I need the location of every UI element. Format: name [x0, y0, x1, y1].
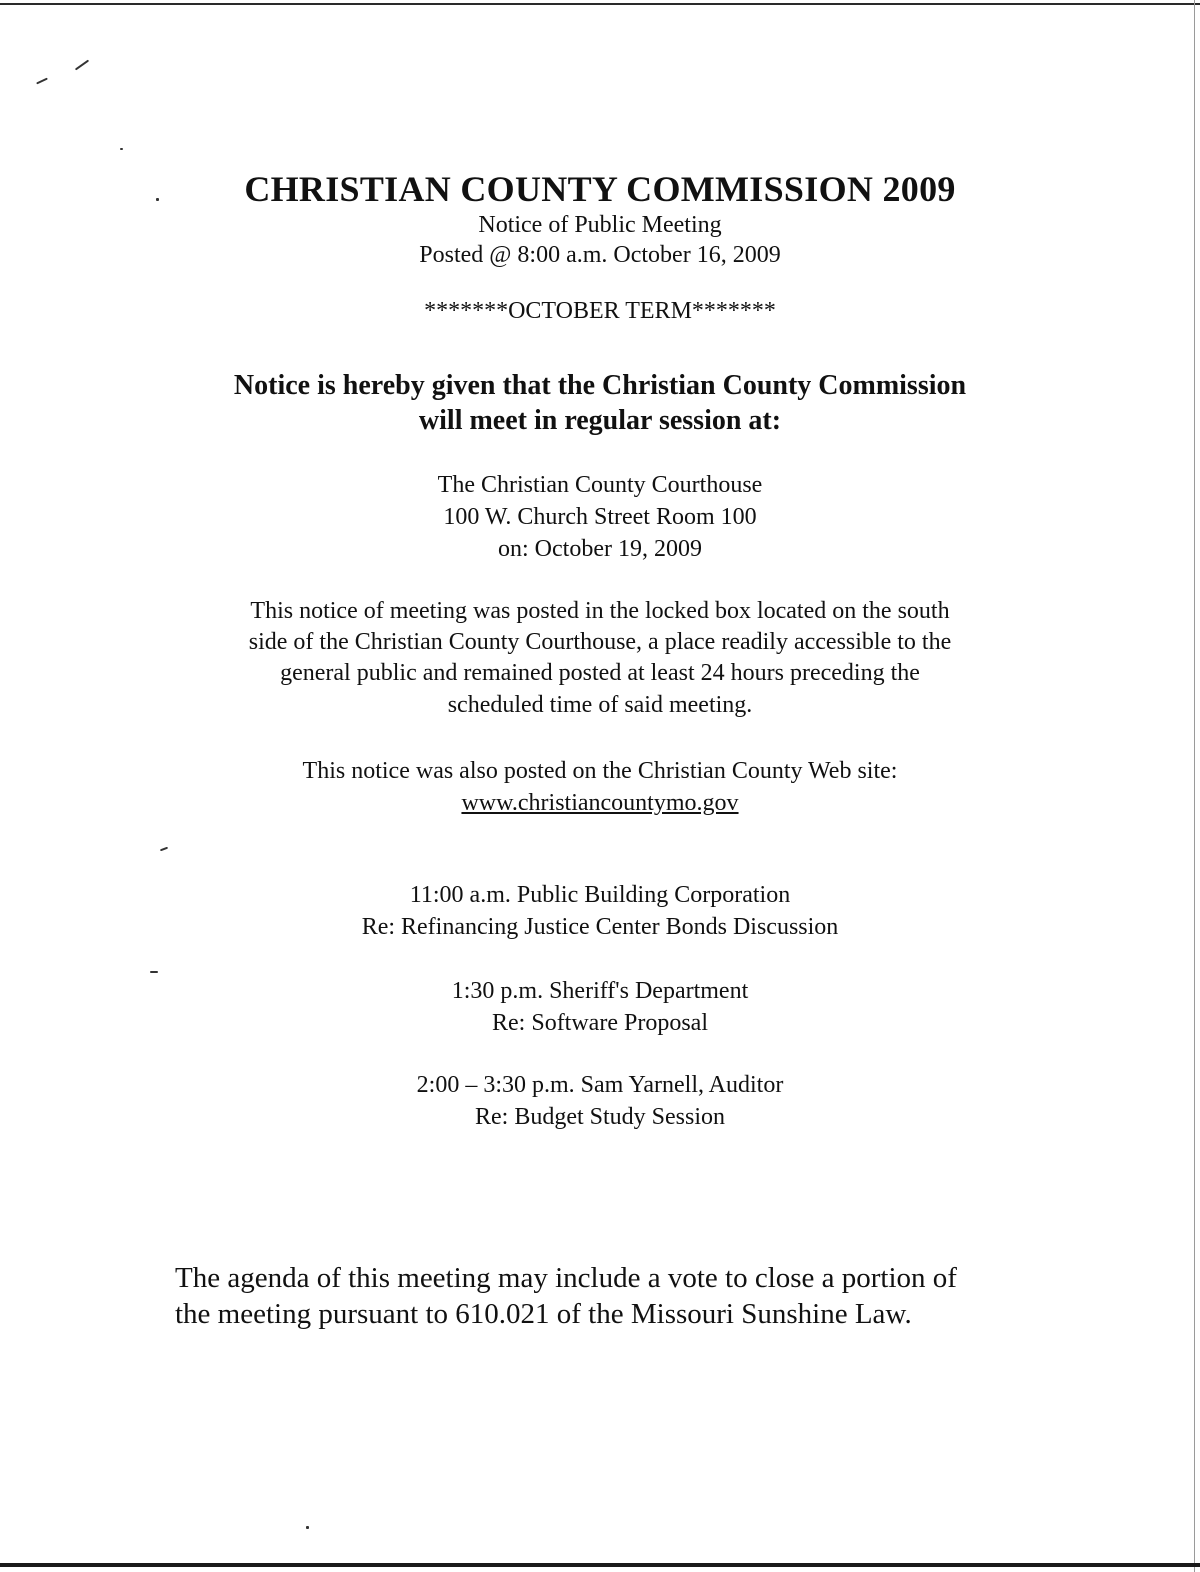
- location-place: The Christian County Courthouse: [437, 472, 763, 498]
- schedule-item-subject: Re: Software Proposal: [492, 1010, 708, 1036]
- scan-top-edge: [0, 3, 1200, 5]
- schedule-item-time: 1:30 p.m. Sheriff's Department: [451, 978, 749, 1004]
- schedule-item-subject: Re: Budget Study Session: [474, 1104, 726, 1130]
- posting-notice-line: scheduled time of said meeting.: [447, 692, 753, 718]
- posted-timestamp: Posted @ 8:00 a.m. October 16, 2009: [419, 242, 781, 268]
- scan-mark: [75, 60, 89, 71]
- web-notice-text: This notice was also posted on the Christian County Web site:: [302, 758, 898, 784]
- closed-session-notice-line: The agenda of this meeting may include a vote to close a portion of: [175, 1262, 957, 1294]
- county-website-link[interactable]: www.christiancountymo.gov: [461, 790, 739, 816]
- scan-mark: [36, 78, 48, 85]
- scan-bottom-edge: [0, 1563, 1200, 1567]
- location-address: 100 W. Church Street Room 100: [443, 504, 757, 530]
- notice-statement-line-2: will meet in regular session at:: [418, 405, 782, 436]
- notice-subtitle: Notice of Public Meeting: [478, 212, 722, 238]
- posting-notice-line: side of the Christian County Courthouse, a place readily accessible to the: [248, 629, 952, 655]
- schedule-item-time: 2:00 – 3:30 p.m. Sam Yarnell, Auditor: [416, 1072, 784, 1098]
- notice-statement-line-1: Notice is hereby given that the Christian County Commission: [233, 370, 967, 401]
- scan-mark: [306, 1526, 309, 1529]
- scan-mark: [160, 847, 168, 852]
- meeting-date: on: October 19, 2009: [498, 536, 702, 562]
- posting-notice-line: general public and remained posted at least 24 hours preceding the: [280, 660, 920, 686]
- scan-mark: [120, 148, 123, 150]
- posting-notice-line: This notice of meeting was posted in the locked box located on the south: [250, 598, 950, 624]
- closed-session-notice-line: the meeting pursuant to 610.021 of the Missouri Sunshine Law.: [175, 1298, 912, 1330]
- scan-mark: [150, 971, 158, 973]
- page-title: CHRISTIAN COUNTY COMMISSION 2009: [244, 169, 956, 209]
- schedule-item-subject: Re: Refinancing Justice Center Bonds Discussion: [361, 914, 839, 940]
- schedule-item-time: 11:00 a.m. Public Building Corporation: [409, 882, 791, 908]
- term-heading: *******OCTOBER TERM*******: [424, 298, 776, 324]
